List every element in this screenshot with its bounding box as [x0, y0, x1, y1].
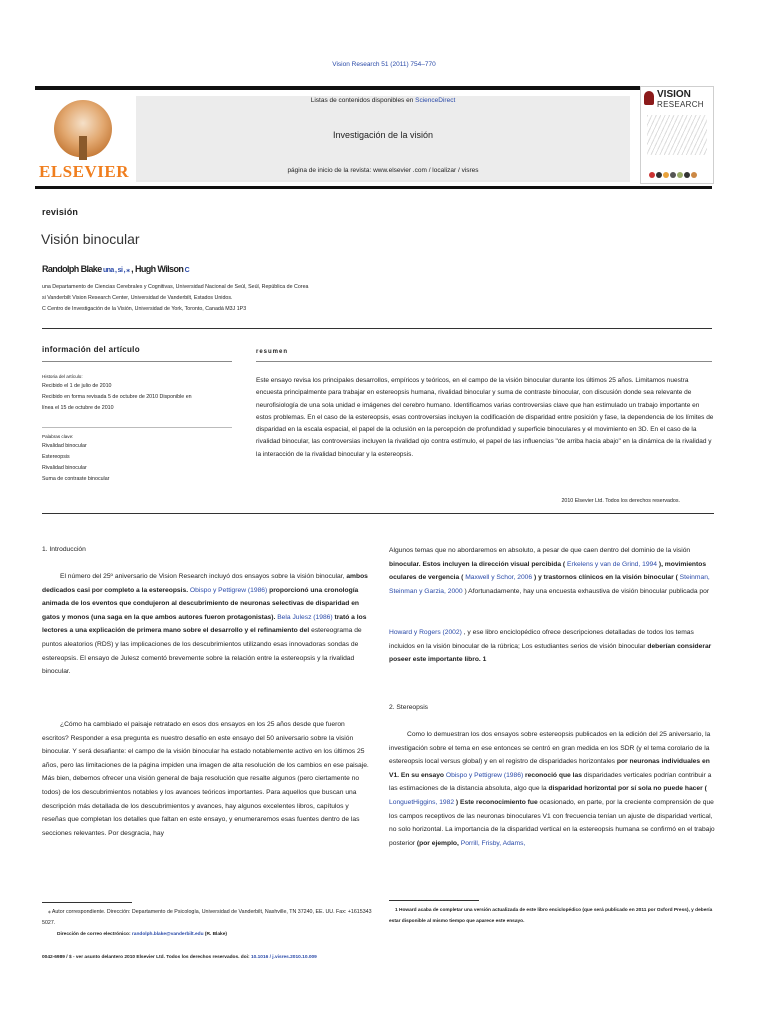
email-prefix: Dirección de correo electrónico:	[57, 932, 132, 937]
section-heading-stereopsis: 2. Stereopsis	[389, 704, 429, 711]
body-divider	[42, 513, 714, 514]
publisher-name: ELSEVIER	[39, 162, 129, 181]
citation-link[interactable]: Obispo y Pettigrew (1986)	[189, 586, 268, 594]
cover-title-vision: VISION	[657, 89, 691, 100]
tree-trunk	[79, 136, 87, 160]
footnote-rule	[389, 900, 479, 901]
journal-homepage[interactable]: página de inicio de la revista: www.elsevier .com / localizar / visres	[287, 167, 479, 174]
cover-dot	[677, 172, 683, 178]
article-info-rule	[42, 361, 232, 362]
article-type-label: revisión	[42, 207, 79, 217]
history-online: línea el 15 de octubre de 2010	[42, 405, 114, 411]
citation-link[interactable]: Maxwell y Schor, 2006	[465, 574, 533, 582]
text-run: ambos dedicados casi por completo a la estereopsis.	[42, 573, 368, 594]
footnote-email	[57, 929, 372, 940]
email-suffix: (R. Blake)	[203, 932, 227, 937]
keywords-rule	[42, 427, 232, 428]
text-run: Como lo demuestran los dos ensayos sobre estereopsis publicados en la edición del 25 aniversario, la investigación sobre el tema en ese entonces se centró en gran medida en los SDR (y el tema corolario de la estereopsis local versus global) y en el registro de disparidades horizontales	[389, 731, 711, 766]
header-top-rule	[35, 86, 712, 90]
history-label: Historia del artículo:	[42, 374, 83, 379]
sciencedirect-link[interactable]: ScienceDirect	[415, 97, 456, 104]
intro-paragraph-2: ¿Cómo ha cambiado el paisaje retratado en esos dos ensayos en los 25 años desde que fueron escritos? Responder a esa pregunta es nuestro desafío en este ensayo del 50 aniversario sobre la visión binocular. Y será desafiante: el campo de la visión binocular ha estado notablemente activo en los últimos 25 años, pero las limitaciones de la página impiden una imagen de alta resolución de los cambios en ese paisaje. Más bien, debemos ofrecer una visión general de baja resolución que resalte algunos (pero ciertamente no todos) de los descubrimientos notables y los avances teóricos importantes. Para aquellos que buscan una descripción más detallada de los descubrimientos y avances, hay algunos excelentes libros, capítulos y reseñas que completan los detalles que faltan en este ensayo, y enumeraremos esas fuentes dentro de las secciones relevantes. Por desgracia, hay	[42, 721, 369, 837]
text-run: deberían considerar poseer este importante libro. 1	[389, 642, 712, 664]
cover-dot	[663, 172, 669, 178]
text-run: binocular. Estos incluyen la dirección visual percibida (	[389, 560, 568, 568]
doi-link[interactable]: 10.1016 / j.visres.2010.10.009	[250, 955, 317, 960]
text-run: ), movimientos oculares de vergencia (	[389, 560, 707, 582]
author-name[interactable]: Randolph Blake	[42, 264, 102, 274]
contents-prefix: Listas de contenidos disponibles en	[310, 97, 416, 104]
right-paragraph-1	[389, 544, 719, 598]
history-revised: Recibido en forma revisada 5 de octubre de 2010 Disponible en	[42, 394, 192, 400]
citation-link[interactable]: Obispo y Pettigrew (1986)	[445, 771, 524, 779]
intro-paragraph-1	[42, 570, 372, 679]
abstract-copyright: 2010 Elsevier Ltd. Todos los derechos reservados.	[561, 498, 680, 504]
doi-prefix: 0042-6989 / $ - ver asunto delantero 2010 Elsevier Ltd. Todos los derechos reservados. doi:	[42, 955, 251, 960]
text-run: Algunos temas que no abordaremos en absoluto, a pesar de que caen dentro del dominio de la visión	[389, 547, 691, 554]
abstract-rule	[256, 361, 712, 362]
history-received: Recibido el 1 de julio de 2010	[42, 383, 112, 389]
text-run: ) y trastornos clínicos en la visión binocular (	[532, 574, 680, 582]
affiliation-b: si Vanderbilt Vision Research Center, Universidad de Vanderbilt, Estados Unidos.	[42, 295, 233, 301]
text-run: ocasionado, en parte, por la creciente comprensión de que los campos receptivos de las neuronas binoculares V1 con frecuencia tenían un ajuste de disparidad vertical, no solo horizontal. La importancia de la disparidad vertical en la estereopsis humana se confirmó en el trabajo posterior	[389, 798, 715, 847]
author-affiliation-marks[interactable]: C	[183, 267, 190, 274]
author-line	[42, 264, 189, 274]
abstract-text: Este ensayo revisa los principales desarrollos, empíricos y teóricos, en el campo de la visión binocular durante los últimos 25 años. Limitamos nuestra encuesta principalmente para trabajar en estereopsis humana, rivalidad binocular y suma de contraste binocular, con discusión donde sea relevante de neurofisiología de una sola unidad e imágenes del cerebro humano. Identificamos varias controversias clave que han estimulado un trabajo importante en estos problemas. En el caso de la estereopsis, esas controversias incluyen la codificación de disparidad entre posición y fase, la dependencia de los límites de disparidad en la escala espacial, el papel de la oclusión en la percepción de profundidad y superficie binoculares y el movimiento en 3D. En el caso de la rivalidad binocular, las controversias incluyen la rivalidad ojo contra estímulo, el papel de las influencias "de arriba hacia abajo" en la dinámica de la rivalidad y la interacción de la rivalidad binocular y la estereopsis.	[256, 377, 714, 458]
text-run: ) Este reconocimiento fue	[454, 798, 540, 806]
text-run: El número del 25º aniversario de Vision Research incluyó dos ensayos sobre la visión binocular,	[60, 573, 347, 580]
text-run: por neuronas individuales en V1. En su ensayo	[389, 758, 710, 779]
vision-logo-icon	[644, 91, 654, 105]
text-run: proporcionó una cronología animada de los eventos que condujeron al descubrimiento de neuronas selectivas de disparidad en gatos y monos (una saga en la que ambos autores fueron protagonistas).	[42, 586, 360, 621]
cover-title-research: RESEARCH	[657, 100, 704, 109]
text-run: reconoció que las	[523, 771, 584, 779]
citation-link[interactable]: Howard y Rogers (2002)	[389, 629, 462, 636]
author-separator: ,	[129, 264, 135, 274]
cover-dot	[670, 172, 676, 178]
journal-name: Investigación de la visión	[332, 130, 434, 140]
citation-link[interactable]: Steinman, Steinman y Garzia, 2000	[389, 574, 710, 595]
text-run: ) Afortunadamente, hay una encuesta exhaustiva de visión binocular publicada por	[462, 587, 710, 595]
article-title: Visión binocular	[41, 231, 140, 247]
citation-link[interactable]: Porrill, Frisby, Adams,	[460, 839, 526, 847]
article-info-heading: información del artículo	[42, 345, 140, 354]
footnote-rule	[42, 902, 132, 903]
affiliation-c: C Centro de Investigación de la Visión, Universidad de York, Toronto, Canadá M3J 1P3	[42, 306, 247, 312]
stereopsis-paragraph-1	[389, 728, 719, 850]
author-affiliation-marks[interactable]: una , si , ⁎	[101, 267, 130, 274]
affiliation-a: una Departamento de Ciencias Cerebrales y Cognitivas, Universidad Nacional de Seúl, Seúl, República de Corea	[42, 284, 309, 290]
doi-line	[42, 952, 332, 963]
cover-dot	[649, 172, 655, 178]
elsevier-logo[interactable]	[36, 96, 132, 182]
abstract-heading: resumen	[256, 349, 289, 355]
cover-dot	[656, 172, 662, 178]
footnote-corresponding-author: ⁎ Autor correspondiente. Dirección: Departamento de Psicología, Universidad de Vanderbilt, Nashville, TN 37240, EE. UU. Fax: +1615343 5027.	[42, 909, 372, 926]
email-link[interactable]: randolph.blake@vanderbilt.edu	[131, 932, 204, 937]
citation-link[interactable]: Bela Julesz (1986)	[277, 613, 333, 621]
section-heading-introduction: 1. Introducción	[42, 546, 86, 553]
header-bottom-rule	[35, 186, 712, 189]
journal-cover-thumbnail[interactable]	[640, 86, 714, 184]
keyword-item: Rivalidad binocular	[42, 465, 87, 471]
citation-link[interactable]: LonguetHiggins, 1982	[389, 798, 455, 806]
text-run: estereograma de puntos aleatorios (RDS) y las implicaciones de los descubrimientos utilizando esas innovadoras sondas de estereopsis. El ensayo de Julesz comentó brevemente sobre la relación entre la estereopsis y la rivalidad binocular.	[42, 627, 362, 676]
author-name[interactable]: Hugh Wilson	[134, 264, 184, 274]
keyword-item: Rivalidad binocular	[42, 443, 87, 449]
text-run: , y ese libro enciclopédico ofrece descripciones detalladas de todos los temas incluidos en la visión binocular de la rúbrica; Los estudiantes serios de visión binocular	[389, 629, 694, 650]
text-run: disparidades verticales podrían contribuir a las estimaciones de la distancia absoluta, algo que la	[389, 771, 712, 793]
keywords-label: Palabras clave:	[42, 434, 74, 439]
cover-figure	[647, 115, 707, 155]
citation-link[interactable]: Erkelens y van de Grind, 1994	[567, 560, 657, 568]
cover-dots	[649, 165, 698, 183]
keyword-item: Estereopsis	[42, 454, 70, 460]
text-run: (por ejemplo,	[416, 839, 461, 847]
text-run: trató a los lectores a una explicación de primera mano sobre el desarrollo y el refinamiento del	[42, 613, 367, 635]
journal-citation[interactable]: Vision Research 51 (2011) 754–770	[332, 61, 436, 68]
footnote-1: 1 Howard acaba de completar una versión actualizada de este libro enciclopédico (que será publicado en 2011 por Oxford Press), y debería estar disponible al mismo tiempo que aparece este ensayo.	[389, 908, 713, 924]
cover-dot	[691, 172, 697, 178]
keyword-item: Suma de contraste binocular	[42, 476, 110, 482]
cover-dot	[684, 172, 690, 178]
text-run: disparidad horizontal por sí sola no puede hacer (	[548, 785, 707, 793]
section-divider	[42, 328, 712, 329]
contents-line	[136, 97, 630, 104]
right-paragraph-2	[389, 626, 719, 667]
